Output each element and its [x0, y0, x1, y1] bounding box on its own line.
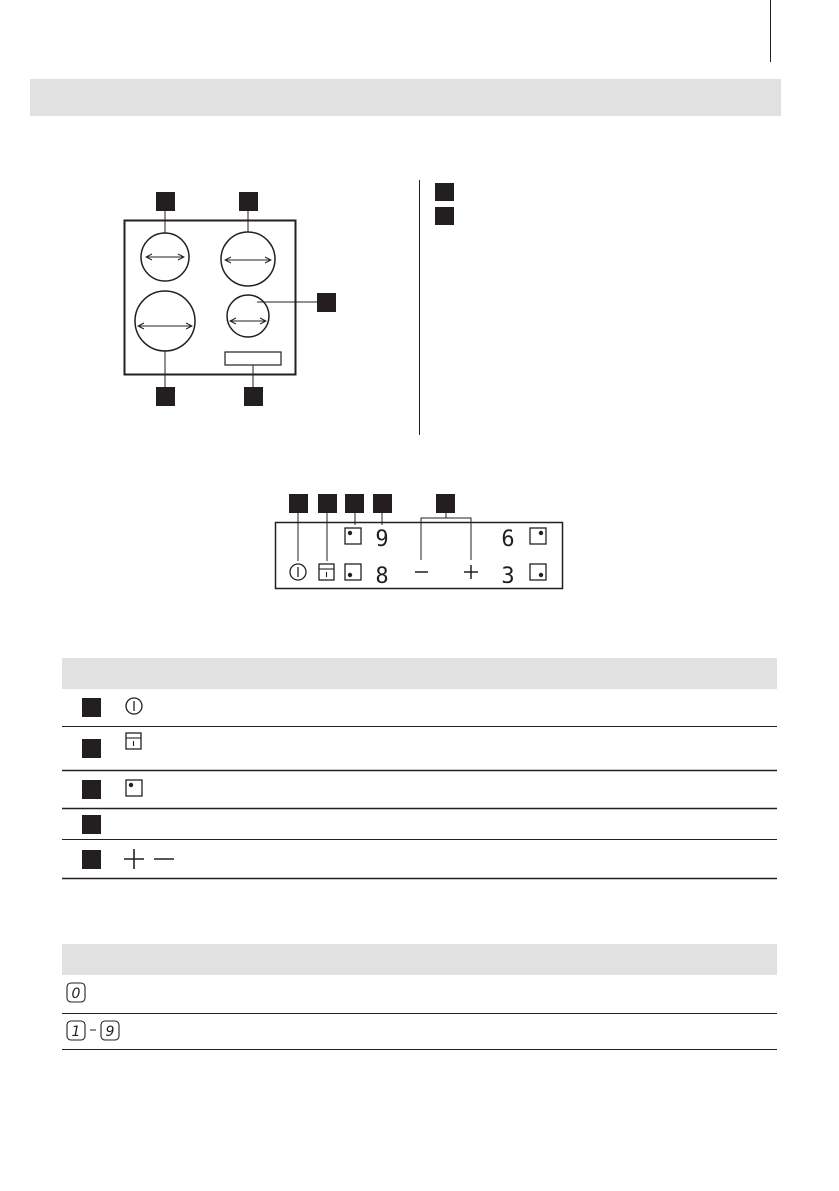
- cooking-zone-rear-right-icon: [221, 232, 275, 286]
- svg-text:1: 1: [71, 1024, 81, 1040]
- zone-select-bottom-right-icon: [530, 564, 546, 580]
- display-digit-0-icon: [67, 983, 85, 1002]
- callout-panel-3: [345, 494, 364, 513]
- zone-select-bottom-left-icon: [345, 564, 361, 580]
- row-marker-1: [82, 698, 101, 717]
- table-on-off-icon: [126, 698, 142, 714]
- display-digit-9-icon: [101, 1021, 119, 1040]
- legend-marker-1: [435, 183, 454, 201]
- display-table-header: [62, 944, 777, 975]
- cooking-zone-front-left-icon: [141, 233, 189, 281]
- table-zone-select-icon: [126, 780, 142, 796]
- legend-marker-2: [435, 207, 454, 225]
- display-right-bottom: 3: [501, 564, 515, 589]
- zone-select-top-left-icon: [345, 528, 361, 544]
- cooking-zone-small-icon: [227, 295, 269, 337]
- display-left-bottom: 8: [375, 564, 389, 589]
- cooking-zone-large-icon: [135, 291, 195, 351]
- svg-text:9: 9: [105, 1024, 115, 1040]
- zone-select-top-right-icon: [530, 528, 546, 544]
- plus-icon: [464, 565, 478, 579]
- table-lock-icon: [126, 733, 141, 749]
- display-right-top: 6: [501, 527, 515, 552]
- table-plus-icon: [124, 849, 144, 869]
- callout-panel-2: [318, 494, 337, 513]
- callout-hob-2: [239, 192, 258, 211]
- row-marker-3: [82, 780, 101, 799]
- callout-hob-5: [244, 387, 263, 406]
- callout-hob-3: [317, 293, 336, 312]
- row-marker-4: [82, 815, 101, 834]
- display-left-top: 9: [375, 527, 389, 552]
- lock-icon: [319, 564, 334, 580]
- svg-text:0: 0: [71, 986, 81, 1002]
- callout-panel-1: [289, 494, 308, 513]
- on-off-icon: [290, 564, 306, 580]
- callout-hob-4: [156, 387, 175, 406]
- control-panel-area: [225, 352, 281, 365]
- callout-panel-5: [436, 494, 455, 513]
- callout-panel-4: [373, 494, 392, 513]
- display-digit-1-icon: [67, 1021, 85, 1040]
- row-marker-5: [82, 850, 101, 869]
- row-marker-2: [82, 739, 101, 758]
- callout-hob-1: [156, 192, 175, 211]
- sensor-table-header: [62, 658, 777, 689]
